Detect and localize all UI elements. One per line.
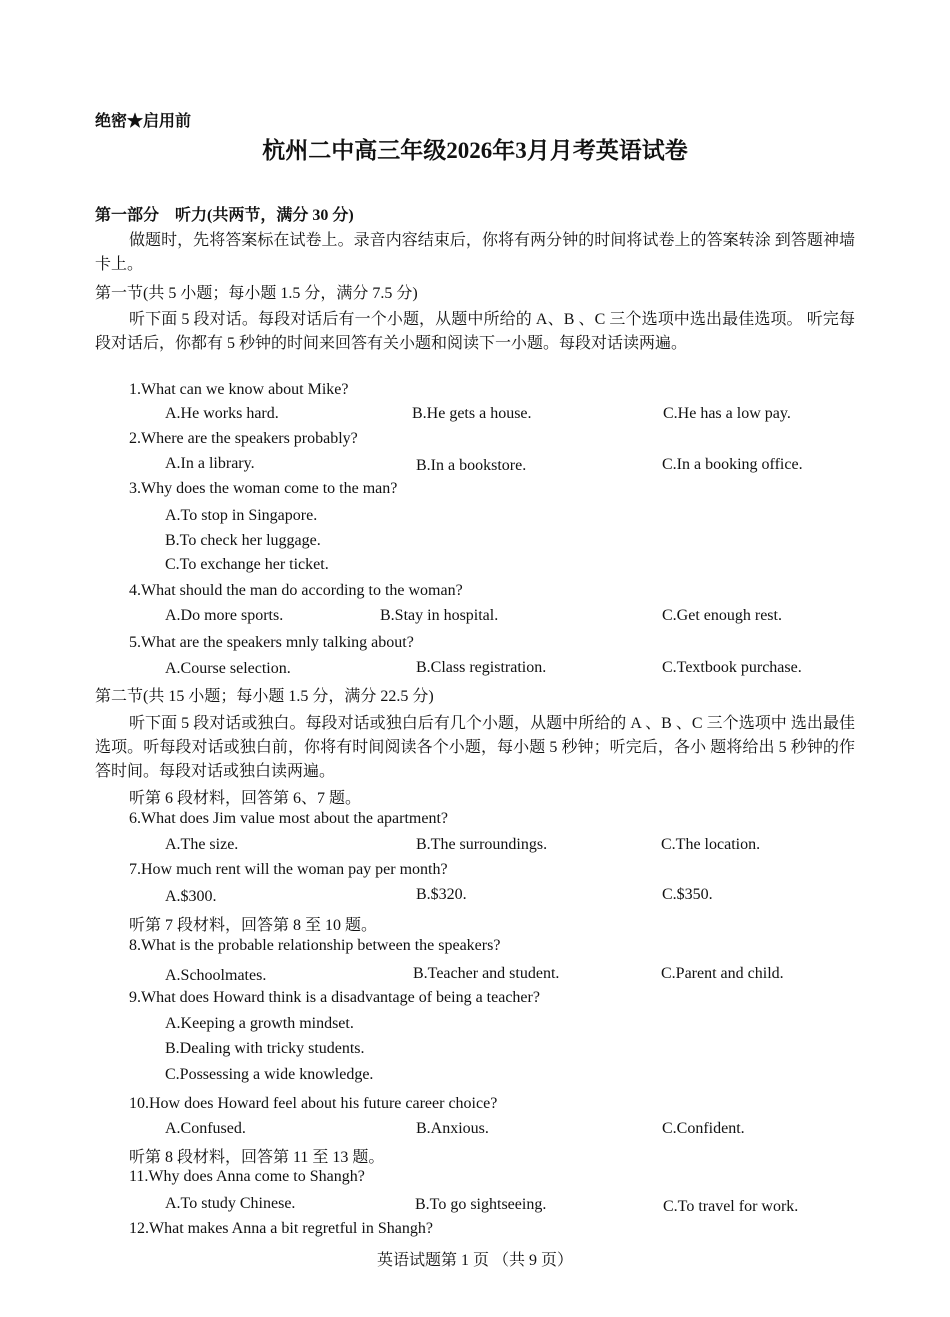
question-stem: 11.Why does Anna come to Shangh? (129, 1168, 365, 1185)
option-a: A.Do more sports. (165, 607, 284, 624)
option-c: C.Textbook purchase. (662, 659, 802, 676)
option-c: C.$350. (662, 886, 713, 903)
question-stem: 3.Why does the woman come to the man? (129, 480, 398, 497)
option-b: B.Dealing with tricky students. (165, 1040, 365, 1057)
option-a: A.He works hard. (165, 405, 279, 422)
option-a: A.In a library. (165, 455, 255, 472)
question-stem: 5.What are the speakers mnly talking about? (129, 634, 414, 651)
question-stem: 8.What is the probable relationship between the speakers? (129, 937, 501, 954)
question-stem: 1.What can we know about Mike? (129, 381, 349, 398)
option-c: C.Parent and child. (661, 965, 784, 982)
option-b: B.To go sightseeing. (415, 1196, 547, 1213)
section1-heading: 第一节(共 5 小题；每小题 1.5 分，满分 7.5 分) (95, 285, 418, 302)
option-b: B.In a bookstore. (416, 457, 527, 474)
option-c: C.Confident. (662, 1120, 745, 1137)
page-footer: 英语试题第 1 页 （共 9 页） (376, 1252, 573, 1269)
option-a: A.Confused. (165, 1120, 246, 1137)
option-b: B.Stay in hospital. (380, 607, 499, 624)
question-stem: 6.What does Jim value most about the apartment? (129, 810, 449, 827)
question-stem: 4.What should the man do according to the woman? (129, 582, 463, 599)
option-a: A.Schoolmates. (165, 967, 267, 984)
option-a: A.$300. (165, 888, 217, 905)
question-stem: 10.How does Howard feel about his future career choice? (129, 1095, 498, 1112)
section2-intro: 听下面 5 段对话或独白。每段对话或独白后有几个小题，从题中所给的 A 、B 、C 三个选项中 选出最佳选项。听每段对话或独白前，你将有时间阅读各个小题，每小题 5 秒钟；听完后，各小 题将给出 5 秒钟的作答时间。每段对话或独白读两遍。 (95, 715, 855, 780)
option-b: B.Teacher and student. (413, 965, 560, 982)
material-7-note: 听第 7 段材料，回答第 8 至 10 题。 (129, 917, 378, 934)
part1-intro: 做题时，先将答案标在试卷上。录音内容结束后，你将有两分钟的时间将试卷上的答案转涂 到答题神墙卡上。 (95, 232, 855, 273)
option-b: B.$320. (416, 886, 467, 903)
option-a: A.Course selection. (165, 660, 291, 677)
option-b: B.Anxious. (416, 1120, 489, 1137)
section2-heading: 第二节(共 15 小题；每小题 1.5 分，满分 22.5 分) (95, 688, 434, 705)
option-c: C.Possessing a wide knowledge. (165, 1066, 374, 1083)
option-b: B.To check her luggage. (165, 532, 321, 549)
option-b: B.He gets a house. (412, 405, 532, 422)
part1-heading: 第一部分 听力(共两节，满分 30 分) (95, 207, 354, 224)
option-c: C.To travel for work. (663, 1198, 799, 1215)
exam-title: 杭州二中高三年级2026年3月月考英语试卷 (262, 138, 688, 163)
question-stem: 9.What does Howard think is a disadvantage of being a teacher? (129, 989, 540, 1006)
option-b: B.Class registration. (416, 659, 547, 676)
option-a: A.The size. (165, 836, 239, 853)
option-c: C.The location. (661, 836, 761, 853)
question-stem: 12.What makes Anna a bit regretful in Shangh? (129, 1220, 433, 1237)
option-a: A.To stop in Singapore. (165, 507, 318, 524)
option-c: C.To exchange her ticket. (165, 556, 329, 573)
option-a: A.To study Chinese. (165, 1195, 296, 1212)
option-c: C.In a booking office. (662, 456, 803, 473)
option-c: C.He has a low pay. (663, 405, 791, 422)
question-stem: 2.Where are the speakers probably? (129, 430, 358, 447)
option-a: A.Keeping a growth mindset. (165, 1015, 354, 1032)
question-stem: 7.How much rent will the woman pay per month? (129, 861, 448, 878)
material-8-note: 听第 8 段材料，回答第 11 至 13 题。 (129, 1149, 385, 1166)
option-c: C.Get enough rest. (662, 607, 782, 624)
section1-intro: 听下面 5 段对话。每段对话后有一个小题，从题中所给的 A、B 、C 三个选项中选出最佳选项。 听完每段对话后，你都有 5 秒钟的时间来回答有关小题和阅读下一小题。每段对话读两遍。 (95, 311, 855, 352)
confidential-label: 绝密★启用前 (95, 113, 192, 130)
material-6-note: 听第 6 段材料，回答第 6、7 题。 (129, 790, 362, 807)
option-b: B.The surroundings. (416, 836, 548, 853)
